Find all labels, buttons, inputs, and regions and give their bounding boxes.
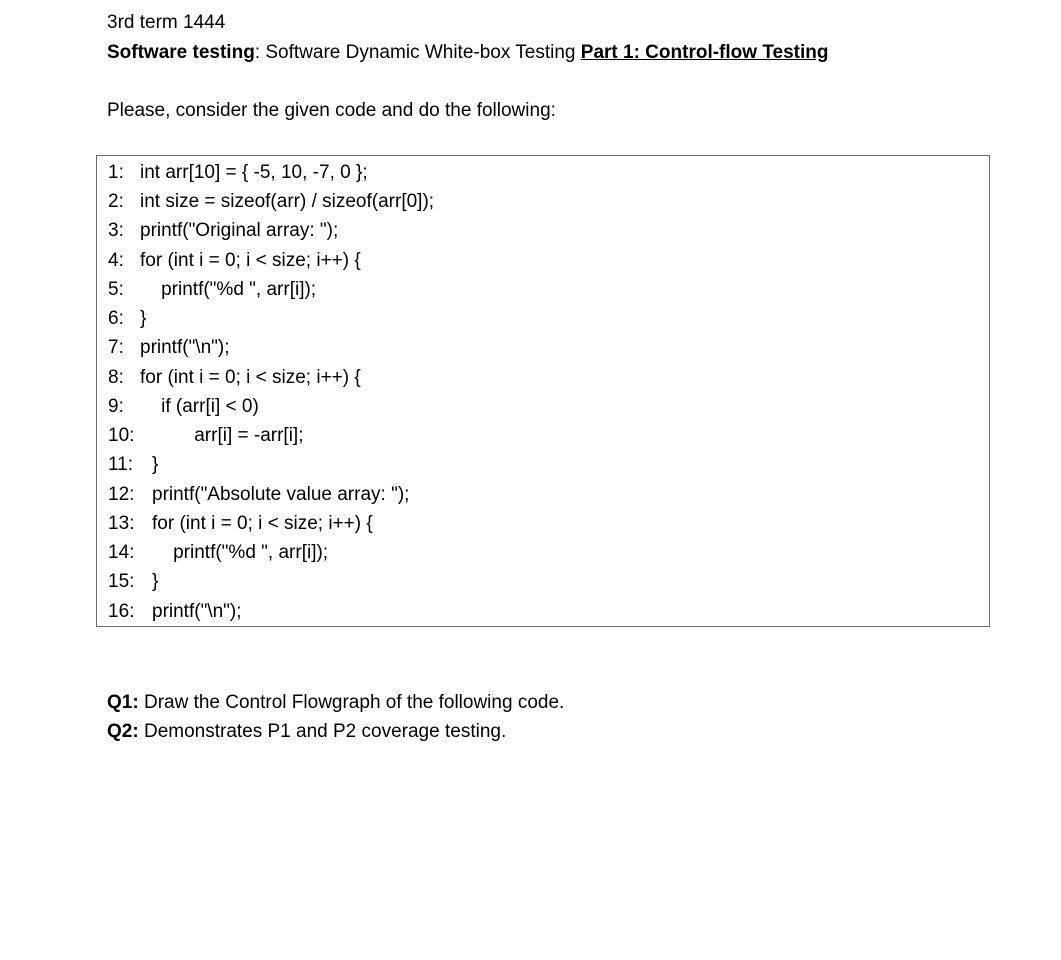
code-text: int size = sizeof(arr) / sizeof(arr[0]); bbox=[140, 191, 435, 212]
code-line bbox=[108, 509, 373, 538]
document-heading bbox=[107, 42, 828, 64]
question-2 bbox=[107, 721, 506, 743]
term-label: 3rd term 1444 bbox=[107, 12, 226, 33]
question-label: Q2: bbox=[107, 721, 139, 742]
line-number: 11: bbox=[108, 454, 134, 475]
code-line bbox=[108, 567, 158, 596]
line-number: 4: bbox=[108, 250, 124, 271]
heading-separator: : bbox=[254, 42, 266, 63]
code-text: printf("\n"); bbox=[152, 601, 242, 622]
code-text: for (int i = 0; i < size; i++) { bbox=[140, 250, 361, 271]
code-text: } bbox=[152, 571, 159, 592]
code-line bbox=[108, 187, 434, 216]
code-text: arr[i] = -arr[i]; bbox=[152, 425, 304, 446]
line-number: 12: bbox=[108, 484, 135, 505]
code-line bbox=[108, 158, 368, 187]
code-line bbox=[108, 275, 316, 304]
question-text: Demonstrates P1 and P2 coverage testing. bbox=[138, 721, 507, 742]
code-line bbox=[108, 480, 409, 509]
topic-label: Software Dynamic White-box Testing bbox=[265, 42, 581, 63]
line-number: 15: bbox=[108, 571, 135, 592]
line-number: 13: bbox=[108, 513, 135, 534]
code-text: } bbox=[140, 308, 147, 329]
line-number: 16: bbox=[108, 601, 135, 622]
line-number: 5: bbox=[108, 279, 124, 300]
course-label: Software testing bbox=[107, 42, 255, 63]
code-text: for (int i = 0; i < size; i++) { bbox=[140, 367, 361, 388]
code-line bbox=[108, 538, 328, 567]
question-label: Q1: bbox=[107, 692, 139, 713]
code-text: printf("\n"); bbox=[140, 337, 230, 358]
instructions: Please, consider the given code and do the following: bbox=[107, 100, 556, 121]
line-number: 9: bbox=[108, 396, 124, 417]
line-number: 1: bbox=[108, 162, 124, 183]
line-number: 8: bbox=[108, 367, 124, 388]
code-text: printf("%d ", arr[i]); bbox=[152, 542, 329, 563]
question-text: Draw the Control Flowgraph of the following code. bbox=[138, 692, 565, 713]
code-text: int arr[10] = { -5, 10, -7, 0 }; bbox=[140, 162, 368, 183]
line-number: 6: bbox=[108, 308, 124, 329]
code-line bbox=[108, 450, 158, 479]
line-number: 3: bbox=[108, 220, 124, 241]
code-line bbox=[108, 597, 242, 626]
part-title: Part 1: Control-flow Testing bbox=[580, 42, 829, 63]
code-text: printf("Absolute value array: "); bbox=[152, 484, 410, 505]
code-text: } bbox=[152, 454, 159, 475]
code-listing bbox=[96, 155, 990, 627]
code-line bbox=[108, 333, 230, 362]
code-line bbox=[108, 421, 304, 450]
line-number: 2: bbox=[108, 191, 124, 212]
line-number: 7: bbox=[108, 337, 124, 358]
code-line bbox=[108, 392, 259, 421]
question-1 bbox=[107, 692, 564, 714]
code-line bbox=[108, 363, 361, 392]
line-number: 10: bbox=[108, 425, 135, 446]
code-text: printf("Original array: "); bbox=[140, 220, 339, 241]
code-line bbox=[108, 216, 338, 245]
code-text: for (int i = 0; i < size; i++) { bbox=[152, 513, 373, 534]
line-number: 14: bbox=[108, 542, 135, 563]
code-line bbox=[108, 246, 361, 275]
code-text: if (arr[i] < 0) bbox=[140, 396, 259, 417]
code-line bbox=[108, 304, 146, 333]
code-text: printf("%d ", arr[i]); bbox=[140, 279, 317, 300]
